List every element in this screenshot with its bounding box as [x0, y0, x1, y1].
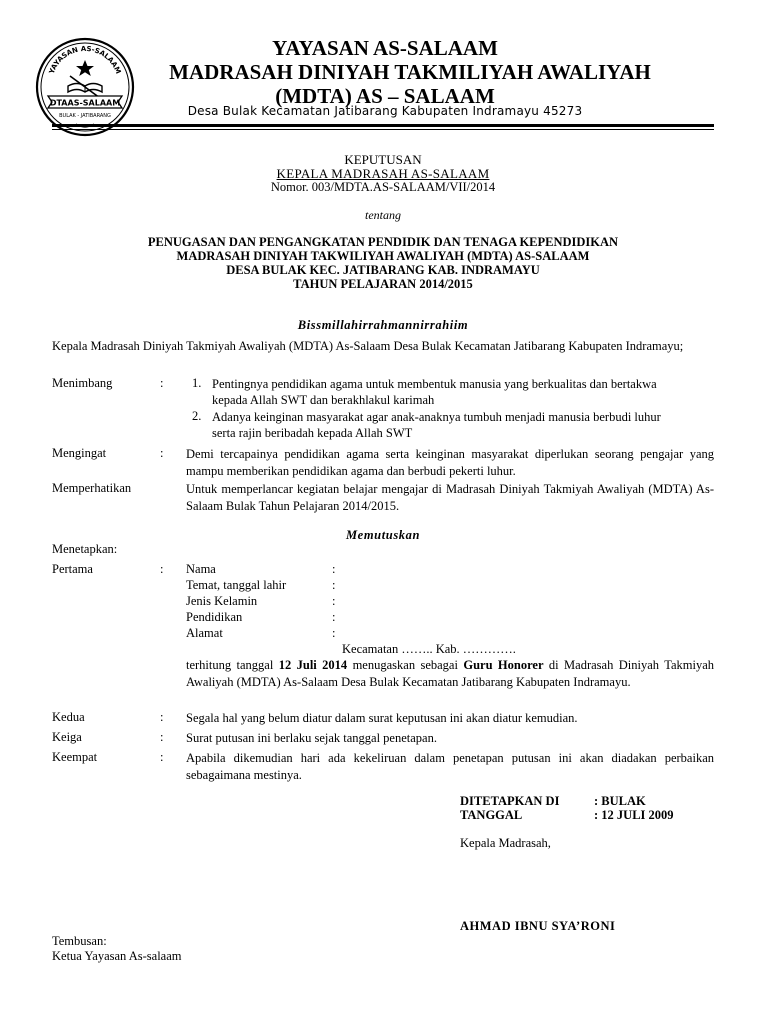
header-rule-thin — [52, 129, 714, 130]
colon: : — [332, 562, 336, 576]
mengingat-label: Mengingat — [52, 446, 107, 460]
kedua-label: Kedua — [52, 710, 85, 724]
field-label-address: Alamat — [186, 626, 223, 640]
logo-top-text: YAYASAN AS-SALAAM — [47, 44, 123, 76]
menimbang-label: Menimbang — [52, 376, 113, 390]
header-rule-thick — [52, 124, 714, 127]
org-name-line1: YAYASAN AS-SALAAM — [272, 36, 498, 60]
decision-heading: Memutuskan — [345, 528, 421, 542]
memperhatikan-label: Memperhatikan — [52, 481, 132, 495]
item-number: 1. — [192, 376, 202, 390]
field-label-gender: Jenis Kelamin — [186, 594, 258, 608]
colon: : — [160, 446, 164, 460]
decree-title-line: TAHUN PELAJARAN 2014/2015 — [293, 277, 473, 291]
colon: : — [332, 626, 336, 640]
copies-label: Tembusan: — [52, 934, 107, 948]
colon: : — [332, 578, 336, 592]
basmala: Bissmillahirrahmannirrahiim — [297, 318, 469, 332]
intro-paragraph: Kepala Madrasah Diniyah Takmiyah Awaliyah (MDTA) As-Salaam Desa Bulak Kecamatan Jatibarang Kabupaten Indramayu; — [52, 339, 684, 353]
place-label: DITETAPKAN DI — [460, 794, 560, 808]
colon: : — [160, 376, 164, 390]
colon: : — [160, 562, 164, 576]
menimbang-item-line: Adanya keinginan masyarakat agar anak-anaknya tumbuh menjadi manusia berbudi luhur — [212, 410, 661, 424]
star-icon — [76, 60, 94, 76]
decree-about: tentang — [365, 208, 401, 222]
menimbang-item-line: serta rajin beribadah kepada Allah SWT — [212, 426, 413, 440]
signatory-role: Kepala Madrasah, — [460, 836, 551, 850]
colon: : — [332, 610, 336, 624]
field-label-education: Pendidikan — [186, 610, 243, 624]
menimbang-item-line: Pentingnya pendidikan agama untuk membentuk manusia yang berkualitas dan bertakwa — [212, 377, 657, 391]
keiga-label: Keiga — [52, 730, 82, 744]
pen-icon — [70, 76, 100, 98]
org-address: Desa Bulak Kecamatan Jatibarang Kabupaten Indramayu 45273 — [187, 104, 583, 118]
menimbang-item-line: kepada Allah SWT dan berakhlakul karimah — [212, 393, 435, 407]
decree-issuer: KEPALA MADRASAH AS-SALAAM — [276, 166, 490, 181]
logo-bottom-text: BULAK - JATIBARANG — [59, 113, 111, 119]
location-line: Kecamatan …….. Kab. …………. — [342, 642, 516, 656]
decree-title-line: MADRASAH DINIYAH TAKWILIYAH AWALIYAH (MDTA) AS-SALAAM — [176, 249, 590, 263]
signatory-name: AHMAD IBNU SYA’RONI — [460, 919, 616, 933]
field-label-nama: Nama — [186, 562, 216, 576]
org-name-line2: MADRASAH DINIYAH TAKMILIYAH AWALIYAH — [169, 60, 651, 84]
pertama-label: Pertama — [52, 562, 93, 576]
place-value: : BULAK — [594, 794, 646, 808]
assignment-date: 12 Juli 2014 — [278, 658, 348, 672]
item-number: 2. — [192, 409, 202, 423]
keiga-text: Surat putusan ini berlaku sejak tanggal penetapan. — [186, 731, 437, 745]
memperhatikan-text: Untuk memperlancar kegiatan belajar mengajar di Madrasah Diniyah Takmiyah Awaliyah (MDTA) As-Salaam Bulak Tahun Pelajaran 2014/2015. — [186, 482, 714, 513]
decree-title-line: DESA BULAK KEC. JATIBARANG KAB. INDRAMAYU — [226, 263, 540, 277]
colon: : — [160, 750, 164, 764]
colon: : — [332, 594, 336, 608]
date-value: : 12 JULI 2009 — [594, 808, 674, 822]
assignment-role: Guru Honorer — [463, 658, 544, 672]
field-label-birth: Temat, tanggal lahir — [186, 578, 287, 592]
assignment-text: terhitung tanggal 12 Juli 2014 menugaskan sebagai Guru Honorer di Madrasah Diniyah Takmiyah Awaliyah (MDTA) As-Salaam Desa Bulak Kecamatan Jatibarang Kabupaten Indramayu. — [186, 658, 714, 689]
date-label: TANGGAL — [460, 808, 523, 822]
menetapkan-label: Menetapkan: — [52, 542, 118, 556]
keempat-label: Keempat — [52, 750, 98, 764]
mengingat-text: Demi tercapainya pendidikan agama serta keinginan masyarakat diperlukan seorang pengajar yang mampu memberikan pendidikan agama dan berbudi pekerti luhur. — [186, 447, 714, 478]
kedua-text: Segala hal yang belum diatur dalam surat keputusan ini akan diatur kemudian. — [186, 711, 578, 725]
org-name-line3: (MDTA) AS – SALAAM — [275, 84, 495, 108]
decree-number: Nomor. 003/MDTA.AS-SALAAM/VII/2014 — [270, 180, 496, 194]
keempat-text: Apabila dikemudian hari ada kekeliruan dalam penetapan putusan ini akan diadakan perbaikan sebagaimana mestinya. — [186, 751, 714, 782]
logo-banner-text: DTAAS-SALAAM — [49, 98, 121, 108]
colon: : — [160, 730, 164, 744]
copies-recipient: Ketua Yayasan As-salaam — [52, 949, 182, 963]
colon: : — [160, 710, 164, 724]
decree-title-line: PENUGASAN DAN PENGANGKATAN PENDIDIK DAN TENAGA KEPENDIDIKAN — [147, 235, 619, 249]
decree-heading: KEPUTUSAN — [344, 152, 422, 167]
